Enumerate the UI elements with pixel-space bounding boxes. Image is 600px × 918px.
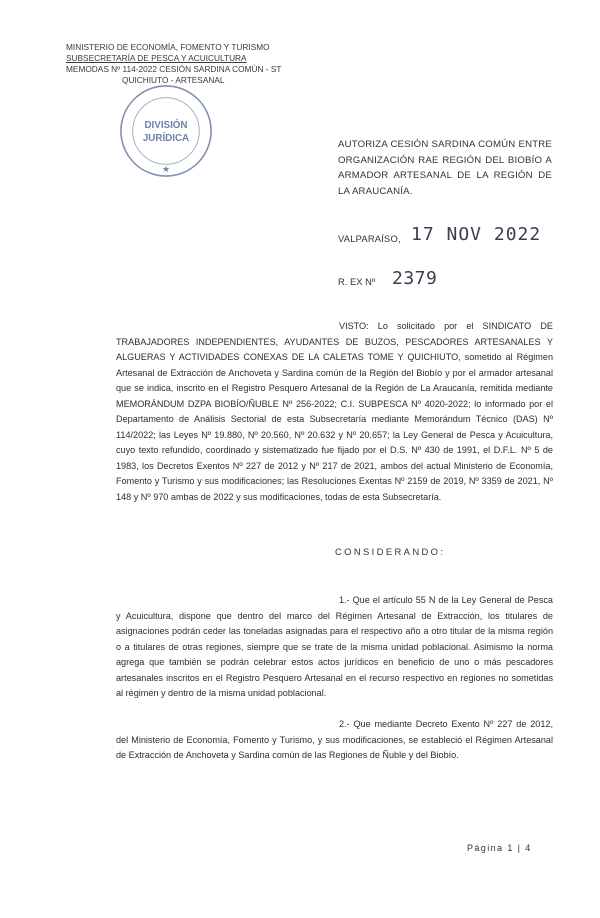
subsecretaria-name: SUBSECRETARÍA DE PESCA Y ACUICULTURA bbox=[66, 53, 247, 63]
division-juridica-stamp-icon bbox=[117, 82, 215, 180]
considerando-item-1 bbox=[116, 593, 553, 702]
considerando-item-1-text: 1.- Que el artículo 55 N de la Ley General de Pesca y Acuicultura, dispone que dentro del marco del Régimen Artesanal de Extracción, los titulares de asignaciones podrán ceder las toneladas asignadas para el respectivo año a otro titular de la misma región o a titulares de otras regiones, siempre que se trate de la misma unidad poblacional. Asimismo la norma agrega que también se podrán celebrar estos actos jurídicos en beneficio de uno o más pescadores artesanales inscritos en el Registro Pesquero Artesanal en el recurso respectivo en regiones no sometidas al régimen y dentro de la misma unidad poblacional. bbox=[116, 595, 553, 698]
visto-text: VISTO: Lo solicitado por el SINDICATO DE TRABAJADORES INDEPENDIENTES, AYUDANTES DE BUZOS, PESCADORES ARTESANALES Y ALGUERAS Y ACTIVIDADES CONEXAS DE LA CALETAS TOME Y QUICHIUTO, sometido al Régimen Artesanal de Extracción de Anchoveta y Sardina común de la Región del Biobío y por el armador artesanal que se indica, inscrito en el Registro Pesquero Artesanal de la Región de La Araucanía, remitida mediante MEMORÁNDUM DZPA BIOBÍO/ÑUBLE Nº 256-2022; C.I. SUBPESCA Nº 4020-2022; lo informado por el Departamento de Análisis Sectorial de esta Subsecretaría mediante Memorándum Técnico (DAS) Nº 114/2022; las Leyes Nº 19.880, Nº 20.560, Nº 20.632 y Nº 20.657; la Ley General de Pesca y Acuicultura, cuyo texto refundido, coordinado y sistematizado fue fijado por el D.S. Nº 430 de 1991, el D.F.L. Nº 5 de 1983, los Decretos Exentos Nº 227 de 2012 y Nº 217 de 2021, ambos del actual Ministerio de Economía, Fomento y Turismo y sus modificaciones; las Resoluciones Exentas Nº 2159 de 2019, Nº 3359 de 2021, Nº 148 y Nº 970 ambas de 2022 y sus modificaciones, todas de esta Subsecretaría. bbox=[116, 321, 553, 502]
considerando-item-2 bbox=[116, 717, 553, 764]
visto-paragraph bbox=[116, 319, 553, 505]
resolution-label: R. EX Nº bbox=[338, 276, 376, 287]
svg-text:★: ★ bbox=[162, 164, 170, 175]
considerando-item-2-text: 2.- Que mediante Decreto Exento Nº 227 de 2012, del Ministerio de Economía, Fomento y Turismo, y sus modificaciones, se estableció el Régimen Artesanal de Extracción de Anchoveta y Sardina común de las Regiones de Ñuble y del Biobío. bbox=[116, 719, 553, 760]
resolution-subject: AUTORIZA CESIÓN SARDINA COMÚN ENTRE ORGANIZACIÓN RAE REGIÓN DEL BIOBÍO A ARMADOR ARTESANAL DE LA REGIÓN DE LA ARAUCANÍA. bbox=[338, 139, 552, 197]
ministry-name: MINISTERIO DE ECONOMÍA, FOMENTO Y TURISMO bbox=[66, 42, 270, 52]
resolution-number: 2379 bbox=[392, 268, 438, 289]
page-number: Página 1 | 4 bbox=[467, 843, 532, 853]
memo-reference: MEMODAS Nº 114-2022 CESIÓN SARDINA COMÚN - ST bbox=[66, 64, 282, 74]
stamp-line-2: JURÍDICA bbox=[142, 132, 190, 144]
considerando-heading: CONSIDERANDO: bbox=[335, 546, 446, 557]
place-label: VALPARAÍSO, bbox=[338, 233, 401, 244]
resolution-date: 17 NOV 2022 bbox=[411, 224, 542, 245]
location-reference: QUICHIUTO - ARTESANAL bbox=[122, 75, 225, 85]
stamp-line-1: DIVISIÓN bbox=[144, 120, 188, 132]
ministry-header bbox=[66, 42, 282, 86]
